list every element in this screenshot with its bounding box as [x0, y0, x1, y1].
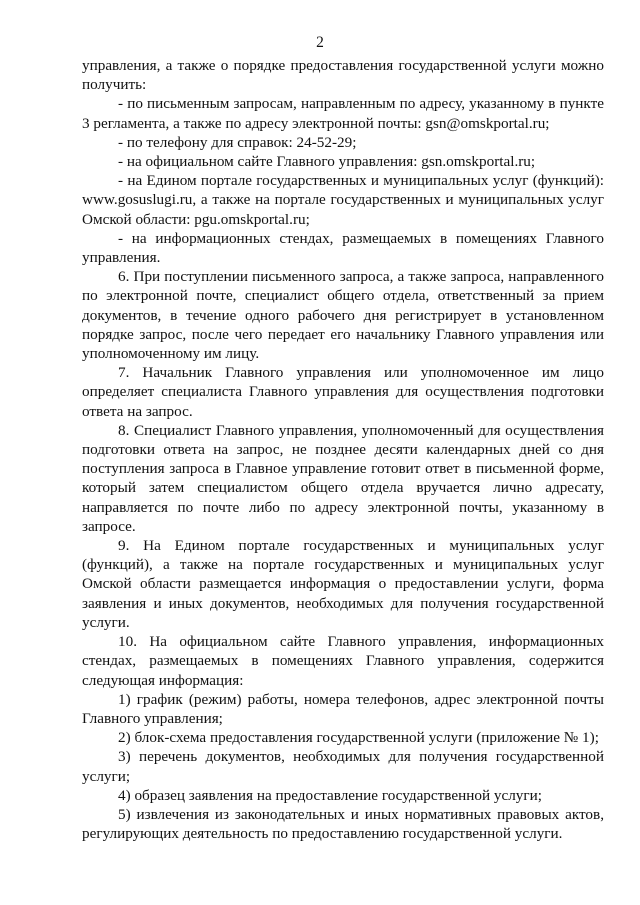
list-item-3: 3) перечень документов, необходимых для получения государственной услуги;	[82, 748, 604, 785]
list-item-phone: - по телефону для справок: 24-52-29;	[118, 133, 357, 151]
list-item-5: 5) извлечения из законодательных и иных нормативных правовых актов, регулирующих деятельность по предоставлению государственной услуги.	[82, 805, 604, 843]
paragraph-8: 8. Специалист Главного управления, уполномоченный для осуществления подготовки ответа на запрос, не позднее десяти календарных дней со дня поступления запроса в Главное управление готовит ответ в письменной форме, который затем специалистом общего отдела вручается лично адресату, направляется по почте либо по адресу электронной почты, указанному в запросе.	[82, 421, 604, 535]
paragraph-7: 7. Начальник Главного управления или уполномоченное им лицо определяет специалиста Главного управления для осуществления подготовки ответа на запрос.	[82, 364, 604, 420]
paragraph-6: 6. При поступлении письменного запроса, а также запроса, направленного по электронной почте, специалист общего отдела, ответственный за прием документов, в течение одного рабочего дня регистрирует в установленном порядке запрос, после чего передает его начальнику Главного управления или уполномоченному им лицу.	[82, 268, 604, 363]
paragraph-continuation: управления, а также о порядке предоставления государственной услуги можно получить:	[82, 57, 604, 94]
document-body	[82, 56, 604, 843]
list-item-1: 1) график (режим) работы, номера телефонов, адрес электронной почты Главного управления;	[82, 690, 604, 727]
paragraph-9: 9. На Едином портале государственных и муниципальных услуг (функций), а также на портале государственных и муниципальных услуг Омской области размещается информация о предоставлении услуги, форма заявления и иных документов, необходимых для получения государственной услуги.	[82, 537, 604, 631]
list-item-unified-portal: - на Едином портале государственных и муниципальных услуг (функций): www.gosuslugi.ru, а также на портале государственных и муниципальных услуг Омской области: pgu.omskportal.ru;	[82, 172, 604, 228]
list-item-2: 2) блок-схема предоставления государственной услуги (приложение № 1);	[118, 729, 599, 747]
list-item-official-site: - на официальном сайте Главного управления: gsn.omskportal.ru;	[118, 153, 536, 171]
list-item-4: 4) образец заявления на предоставление государственной услуги;	[118, 786, 542, 804]
paragraph-10: 10. На официальном сайте Главного управления, информационных стендах, размещаемых в помещениях Главного управления, содержится следующая информация:	[82, 633, 604, 689]
page-number: 2	[316, 34, 324, 51]
list-item-info-stands: - на информационных стендах, размещаемых в помещениях Главного управления.	[82, 229, 604, 267]
list-item-written-requests: - по письменным запросам, направленным по адресу, указанному в пункте 3 регламента, а также по адресу электронной почты: gsn@omskportal.ru;	[82, 95, 604, 132]
